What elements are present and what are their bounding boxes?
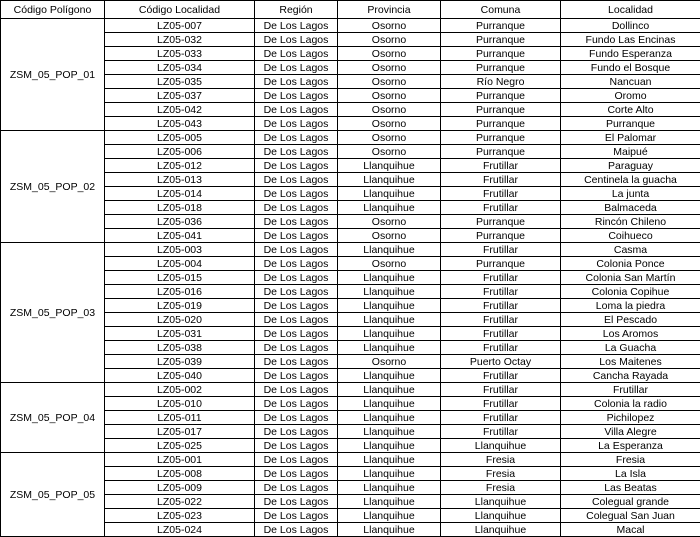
region-cell: De Los Lagos	[255, 75, 338, 89]
provincia-cell: Llanquihue	[338, 383, 441, 397]
provincia-cell: Osorno	[338, 117, 441, 131]
codigo-localidad-cell: LZ05-032	[105, 33, 255, 47]
region-cell: De Los Lagos	[255, 467, 338, 481]
table-row	[1, 467, 700, 481]
localidad-cell: Pichilopez	[561, 411, 700, 425]
region-cell: De Los Lagos	[255, 229, 338, 243]
comuna-cell: Llanquihue	[441, 509, 561, 523]
localidad-cell: Colegual San Juan	[561, 509, 700, 523]
comuna-cell: Frutillar	[441, 173, 561, 187]
region-cell: De Los Lagos	[255, 243, 338, 257]
codigo-localidad-cell: LZ05-002	[105, 383, 255, 397]
table-row	[1, 75, 700, 89]
table-row	[1, 19, 700, 33]
localidad-cell: Colonia Ponce	[561, 257, 700, 271]
localidad-cell: Rincón Chileno	[561, 215, 700, 229]
table-row	[1, 173, 700, 187]
localidad-cell: Frutillar	[561, 383, 700, 397]
localidad-cell: Maipué	[561, 145, 700, 159]
codigo-localidad-cell: LZ05-041	[105, 229, 255, 243]
comuna-cell: Frutillar	[441, 299, 561, 313]
comuna-cell: Purranque	[441, 131, 561, 145]
codigo-localidad-cell: LZ05-025	[105, 439, 255, 453]
provincia-cell: Llanquihue	[338, 271, 441, 285]
localidad-cell: Nancuan	[561, 75, 700, 89]
comuna-cell: Purranque	[441, 47, 561, 61]
comuna-cell: Purranque	[441, 61, 561, 75]
codigo-localidad-cell: LZ05-035	[105, 75, 255, 89]
localidad-cell: Las Beatas	[561, 481, 700, 495]
provincia-cell: Osorno	[338, 61, 441, 75]
comuna-cell: Frutillar	[441, 187, 561, 201]
localidad-cell: Fundo el Bosque	[561, 61, 700, 75]
codigo-localidad-cell: LZ05-040	[105, 369, 255, 383]
comuna-cell: Purranque	[441, 103, 561, 117]
region-cell: De Los Lagos	[255, 369, 338, 383]
comuna-cell: Purranque	[441, 215, 561, 229]
table-row	[1, 215, 700, 229]
localidad-cell: La Esperanza	[561, 439, 700, 453]
provincia-cell: Osorno	[338, 19, 441, 33]
localidad-cell: Paraguay	[561, 159, 700, 173]
codigo-localidad-cell: LZ05-039	[105, 355, 255, 369]
header-localidad: Localidad	[561, 1, 700, 19]
table-row	[1, 341, 700, 355]
localidad-cell: Casma	[561, 243, 700, 257]
codigo-localidad-cell: LZ05-009	[105, 481, 255, 495]
codigo-localidad-cell: LZ05-006	[105, 145, 255, 159]
polygon-code-cell: ZSM_05_POP_03	[1, 243, 105, 383]
provincia-cell: Llanquihue	[338, 187, 441, 201]
provincia-cell: Llanquihue	[338, 299, 441, 313]
comuna-cell: Frutillar	[441, 411, 561, 425]
codigo-localidad-cell: LZ05-023	[105, 509, 255, 523]
localidad-cell: Centinela la guacha	[561, 173, 700, 187]
codigo-localidad-cell: LZ05-018	[105, 201, 255, 215]
provincia-cell: Llanquihue	[338, 285, 441, 299]
comuna-cell: Frutillar	[441, 341, 561, 355]
provincia-cell: Llanquihue	[338, 313, 441, 327]
codigo-localidad-cell: LZ05-042	[105, 103, 255, 117]
comuna-cell: Llanquihue	[441, 439, 561, 453]
codigo-localidad-cell: LZ05-043	[105, 117, 255, 131]
codigo-localidad-cell: LZ05-005	[105, 131, 255, 145]
provincia-cell: Llanquihue	[338, 397, 441, 411]
region-cell: De Los Lagos	[255, 453, 338, 467]
region-cell: De Los Lagos	[255, 495, 338, 509]
comuna-cell: Frutillar	[441, 201, 561, 215]
comuna-cell: Llanquihue	[441, 495, 561, 509]
region-cell: De Los Lagos	[255, 313, 338, 327]
codigo-localidad-cell: LZ05-033	[105, 47, 255, 61]
region-cell: De Los Lagos	[255, 89, 338, 103]
table-row	[1, 481, 700, 495]
codigo-localidad-cell: LZ05-031	[105, 327, 255, 341]
table-row	[1, 33, 700, 47]
region-cell: De Los Lagos	[255, 285, 338, 299]
table-row	[1, 369, 700, 383]
provincia-cell: Osorno	[338, 257, 441, 271]
provincia-cell: Llanquihue	[338, 341, 441, 355]
codigo-localidad-cell: LZ05-024	[105, 523, 255, 537]
polygon-code-cell: ZSM_05_POP_04	[1, 383, 105, 453]
region-cell: De Los Lagos	[255, 47, 338, 61]
provincia-cell: Osorno	[338, 75, 441, 89]
header-region: Región	[255, 1, 338, 19]
codigo-localidad-cell: LZ05-036	[105, 215, 255, 229]
table-row	[1, 453, 700, 467]
comuna-cell: Purranque	[441, 19, 561, 33]
table-row	[1, 285, 700, 299]
provincia-cell: Osorno	[338, 89, 441, 103]
table-row	[1, 383, 700, 397]
codigo-localidad-cell: LZ05-016	[105, 285, 255, 299]
table-row	[1, 327, 700, 341]
region-cell: De Los Lagos	[255, 201, 338, 215]
provincia-cell: Llanquihue	[338, 495, 441, 509]
table-row	[1, 439, 700, 453]
table-row	[1, 411, 700, 425]
table-row	[1, 495, 700, 509]
region-cell: De Los Lagos	[255, 33, 338, 47]
localidad-cell: Coihueco	[561, 229, 700, 243]
codigo-localidad-cell: LZ05-013	[105, 173, 255, 187]
comuna-cell: Frutillar	[441, 397, 561, 411]
table-row	[1, 425, 700, 439]
provincia-cell: Llanquihue	[338, 467, 441, 481]
table-row	[1, 131, 700, 145]
comuna-cell: Frutillar	[441, 313, 561, 327]
provincia-cell: Osorno	[338, 131, 441, 145]
localidad-cell: Balmaceda	[561, 201, 700, 215]
region-cell: De Los Lagos	[255, 19, 338, 33]
codigo-localidad-cell: LZ05-017	[105, 425, 255, 439]
header-codigo-localidad: Código Localidad	[105, 1, 255, 19]
codigo-localidad-cell: LZ05-001	[105, 453, 255, 467]
provincia-cell: Osorno	[338, 33, 441, 47]
region-cell: De Los Lagos	[255, 131, 338, 145]
table-row	[1, 187, 700, 201]
codigo-localidad-cell: LZ05-020	[105, 313, 255, 327]
localidad-cell: Colonia la radio	[561, 397, 700, 411]
comuna-cell: Fresia	[441, 481, 561, 495]
region-cell: De Los Lagos	[255, 215, 338, 229]
comuna-cell: Frutillar	[441, 327, 561, 341]
table-row	[1, 523, 700, 537]
provincia-cell: Osorno	[338, 355, 441, 369]
table-row	[1, 145, 700, 159]
region-cell: De Los Lagos	[255, 187, 338, 201]
comuna-cell: Purranque	[441, 89, 561, 103]
region-cell: De Los Lagos	[255, 439, 338, 453]
codigo-localidad-cell: LZ05-019	[105, 299, 255, 313]
table-row	[1, 355, 700, 369]
header-comuna: Comuna	[441, 1, 561, 19]
table-row	[1, 509, 700, 523]
localidad-cell: Macal	[561, 523, 700, 537]
provincia-cell: Llanquihue	[338, 411, 441, 425]
provincia-cell: Llanquihue	[338, 159, 441, 173]
comuna-cell: Frutillar	[441, 369, 561, 383]
localidad-cell: Oromo	[561, 89, 700, 103]
header-provincia: Provincia	[338, 1, 441, 19]
localidad-cell: Los Maitenes	[561, 355, 700, 369]
region-cell: De Los Lagos	[255, 61, 338, 75]
localidad-cell: Dollinco	[561, 19, 700, 33]
region-cell: De Los Lagos	[255, 145, 338, 159]
table-row	[1, 103, 700, 117]
comuna-cell: Purranque	[441, 33, 561, 47]
comuna-cell: Purranque	[441, 145, 561, 159]
codigo-localidad-cell: LZ05-022	[105, 495, 255, 509]
table-row	[1, 257, 700, 271]
table-row	[1, 159, 700, 173]
region-cell: De Los Lagos	[255, 271, 338, 285]
comuna-cell: Frutillar	[441, 271, 561, 285]
provincia-cell: Llanquihue	[338, 439, 441, 453]
provincia-cell: Osorno	[338, 47, 441, 61]
comuna-cell: Purranque	[441, 117, 561, 131]
localidad-cell: El Palomar	[561, 131, 700, 145]
table-row	[1, 271, 700, 285]
comuna-cell: Purranque	[441, 229, 561, 243]
region-cell: De Los Lagos	[255, 383, 338, 397]
region-cell: De Los Lagos	[255, 523, 338, 537]
localidad-cell: Colonia Copihue	[561, 285, 700, 299]
provincia-cell: Llanquihue	[338, 327, 441, 341]
table-row	[1, 397, 700, 411]
table-row	[1, 47, 700, 61]
table-row	[1, 243, 700, 257]
polygon-code-cell: ZSM_05_POP_02	[1, 131, 105, 243]
codigo-localidad-cell: LZ05-008	[105, 467, 255, 481]
provincia-cell: Llanquihue	[338, 523, 441, 537]
comuna-cell: Frutillar	[441, 243, 561, 257]
codigo-localidad-cell: LZ05-012	[105, 159, 255, 173]
provincia-cell: Osorno	[338, 229, 441, 243]
localidad-cell: Fresia	[561, 453, 700, 467]
provincia-cell: Osorno	[338, 215, 441, 229]
provincia-cell: Osorno	[338, 103, 441, 117]
region-cell: De Los Lagos	[255, 355, 338, 369]
region-cell: De Los Lagos	[255, 327, 338, 341]
provincia-cell: Llanquihue	[338, 369, 441, 383]
provincia-cell: Llanquihue	[338, 201, 441, 215]
comuna-cell: Fresia	[441, 467, 561, 481]
codigo-localidad-cell: LZ05-010	[105, 397, 255, 411]
header-row	[1, 1, 700, 19]
localidad-cell: Fundo Esperanza	[561, 47, 700, 61]
codigo-localidad-cell: LZ05-003	[105, 243, 255, 257]
codigo-localidad-cell: LZ05-034	[105, 61, 255, 75]
comuna-cell: Purranque	[441, 257, 561, 271]
localidad-cell: El Pescado	[561, 313, 700, 327]
region-cell: De Los Lagos	[255, 397, 338, 411]
provincia-cell: Llanquihue	[338, 481, 441, 495]
table-row	[1, 89, 700, 103]
comuna-cell: Río Negro	[441, 75, 561, 89]
table-row	[1, 61, 700, 75]
localidad-cell: La Guacha	[561, 341, 700, 355]
region-cell: De Los Lagos	[255, 341, 338, 355]
codigo-localidad-cell: LZ05-007	[105, 19, 255, 33]
region-cell: De Los Lagos	[255, 425, 338, 439]
table-row	[1, 313, 700, 327]
codigo-localidad-cell: LZ05-011	[105, 411, 255, 425]
region-cell: De Los Lagos	[255, 481, 338, 495]
table-row	[1, 201, 700, 215]
provincia-cell: Llanquihue	[338, 509, 441, 523]
table-body	[1, 19, 700, 537]
region-cell: De Los Lagos	[255, 257, 338, 271]
codigo-localidad-cell: LZ05-038	[105, 341, 255, 355]
provincia-cell: Llanquihue	[338, 243, 441, 257]
comuna-cell: Llanquihue	[441, 523, 561, 537]
table-row	[1, 299, 700, 313]
localidad-cell: La Isla	[561, 467, 700, 481]
localidad-cell: La junta	[561, 187, 700, 201]
comuna-cell: Frutillar	[441, 425, 561, 439]
table-row	[1, 229, 700, 243]
comuna-cell: Fresia	[441, 453, 561, 467]
localidad-cell: Colonia San Martín	[561, 271, 700, 285]
codigo-localidad-cell: LZ05-015	[105, 271, 255, 285]
comuna-cell: Frutillar	[441, 159, 561, 173]
localidad-cell: Loma la piedra	[561, 299, 700, 313]
provincia-cell: Llanquihue	[338, 425, 441, 439]
provincia-cell: Llanquihue	[338, 453, 441, 467]
comuna-cell: Frutillar	[441, 383, 561, 397]
localidad-cell: Corte Alto	[561, 103, 700, 117]
localidad-cell: Purranque	[561, 117, 700, 131]
comuna-cell: Puerto Octay	[441, 355, 561, 369]
codigo-localidad-cell: LZ05-037	[105, 89, 255, 103]
region-cell: De Los Lagos	[255, 159, 338, 173]
provincia-cell: Osorno	[338, 145, 441, 159]
header-poligono: Código Polígono	[1, 1, 105, 19]
region-cell: De Los Lagos	[255, 509, 338, 523]
comuna-cell: Frutillar	[441, 285, 561, 299]
region-cell: De Los Lagos	[255, 411, 338, 425]
localidad-cell: Los Aromos	[561, 327, 700, 341]
localidad-cell: Colegual grande	[561, 495, 700, 509]
region-cell: De Los Lagos	[255, 117, 338, 131]
region-cell: De Los Lagos	[255, 173, 338, 187]
polygon-code-cell: ZSM_05_POP_01	[1, 19, 105, 131]
region-cell: De Los Lagos	[255, 103, 338, 117]
localidad-cell: Fundo Las Encinas	[561, 33, 700, 47]
polygon-code-cell: ZSM_05_POP_05	[1, 453, 105, 537]
provincia-cell: Llanquihue	[338, 173, 441, 187]
localidad-cell: Villa Alegre	[561, 425, 700, 439]
codigo-localidad-cell: LZ05-014	[105, 187, 255, 201]
region-cell: De Los Lagos	[255, 299, 338, 313]
codigo-localidad-cell: LZ05-004	[105, 257, 255, 271]
localidad-cell: Cancha Rayada	[561, 369, 700, 383]
table-row	[1, 117, 700, 131]
